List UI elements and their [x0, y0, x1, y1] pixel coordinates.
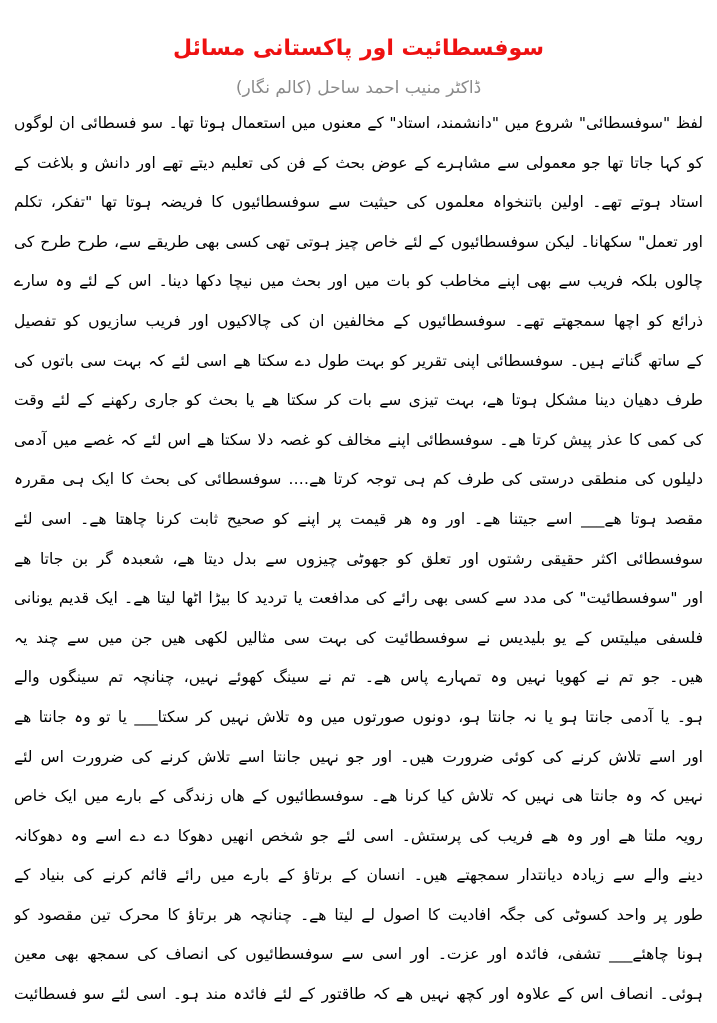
article-line: فلسفی میلیتس کے یو بلیدیس نے سوفسطائیت کی بہت سی مثالیں لکھی ھیں جن میں سے چند یہ: [14, 628, 703, 647]
article-line: دلیلوں کی منطقی درستی کی طرف کم ہی توجہ کرتا ھے…. سوفسطائی کی بحث کا ایک ہی مقررہ: [14, 470, 703, 489]
article-line: لفظ "سوفسطائی" شروع میں "دانشمند، استاد" کے معنوں میں استعمال ہوتا تھا۔ سو فسطائی ان لوگوں: [14, 114, 703, 132]
article-line: اور تعمل" سکھانا۔ لیکن سوفسطائیوں کے لئے خاص چیز ہوتی تھی کسی بھی طریقے سے، طرح طرح کی: [14, 232, 703, 251]
article-line: اور "سوفسطائیت" کی مدد سے کسی بھی رائے کی مدافعت یا تردید کا بیڑا اٹھا لیتا ھے۔ ایک قدیم یونانی: [14, 589, 703, 608]
article-line: کے ساتھ گناتے ہیں۔ سوفسطائی اپنی تقریر کو بہت طول دے سکتا ھے اسی لئے کہ بہت سی باتوں کی: [14, 351, 703, 370]
article-line: کو کہا جاتا تھا جو معمولی سے مشاہرے کے عوض بحث کے فن کی تعلیم دیتے تھے اور دانش و بلاغت کے: [14, 153, 703, 172]
article-line: ہوئی۔ انصاف اس کے علاوہ اور کچھ نہیں ھے کہ طاقتور کے لئے فائدہ مند ہو۔ اسی لئے سو فسطائیت: [14, 985, 703, 1004]
article-line: مقصد ہوتا ھے___ اسے جیتنا ھے۔ اور وہ ھر قیمت پر اپنے کو صحیح ثابت کرنا چاھتا ھے۔ اسی لئے: [14, 509, 703, 528]
article-line: طرف دھیان دینا مشکل ہوتا ھے، بہت تیزی سے بات کر سکتا ھے یا بحث کو جاری رکھنے کے لئے وقت: [14, 391, 703, 410]
article-line: ذرائع کو اچھا سمجھتے تھے۔ سوفسطائیوں کے مخالفین ان کی چالاکیوں اور فریب سازیوں کو تفصیل: [14, 311, 703, 330]
article-line: ہونا چاھئے___ تشفی، فائدہ اور عزت۔ اور اسی سے سوفسطائیوں کی انصاف کی سمجھ بھی معین: [14, 945, 703, 964]
article-line: رویہ ملتا ھے اور وہ ھے فریب کی پرستش۔ اسی لئے جو شخص انھیں دھوکا دے دے اسے وہ دھوکانہ: [14, 826, 703, 845]
article-line: دینے والے سے زیادہ دیانتدار سمجھتے ھیں۔ انسان کے برتاؤ کے بارے میں رائے قائم کرنے کی بنیاد کے: [14, 866, 703, 885]
article-body: [14, 104, 703, 1015]
article-line: استاد ہوتے تھے۔ اولین باتنخواہ معلموں کی حیثیت سے سوفسطائیوں کا فریضہ ہوتا تھا "تفکر، تکلم: [14, 193, 703, 212]
article-line: چالوں بلکہ فریب سے بھی اپنے مخاطب کو بات میں اور بحث میں نیچا دکھا دینا۔ اس کے لئے وہ سارے: [14, 272, 703, 291]
article-line: سوفسطائی اکثر حقیقی رشتوں اور تعلق کو جھوٹی چیزوں سے بدل دیتا ھے، شعبدہ گر بن جاتا ھے: [14, 549, 703, 568]
article-line: ھیں۔ جو تم نے کھویا نہیں وہ تمہارے پاس ھے۔ تم نے سینگ کھوئے نہیں، چنانچہ تم سینگوں والے: [14, 668, 703, 687]
article-line: ہو۔ یا آدمی جانتا ہو یا نہ جانتا ہو، دونوں صورتوں میں وہ تلاش نہیں کر سکتا___ یا تو وہ جانتا ھے: [14, 707, 703, 726]
article-line: کی کمی کا عذر پیش کرتا ھے۔ سوفسطائی اپنے مخالف کو غصہ دلا سکتا ھے اس لئے کہ غصے میں آدمی: [14, 430, 703, 449]
article-line: طور پر واحد کسوٹی کی جگہ افادیت کا اصول لے لیتا ھے۔ چنانچہ ھر برتاؤ کا محرک تین مقصود کو: [14, 905, 703, 924]
author-byline: ڈاکٹر منیب احمد ساحل (کالم نگار): [235, 78, 482, 98]
article-line: اور اسے تلاش کرنے کی کوئی ضرورت ھیں۔ اور جو نہیں جانتا اسے تلاش کرنے کی ضرورت اس لئے: [14, 747, 703, 766]
article-line: نہیں کہ وہ جانتا ھی نہیں کہ تلاش کیا کرنا ھے۔ سوفسطائیوں کے ھاں زندگی کے بارے میں ایک خاص: [14, 787, 703, 806]
article-title: سوفسطائیت اور پاکستانی مسائل: [173, 36, 544, 61]
